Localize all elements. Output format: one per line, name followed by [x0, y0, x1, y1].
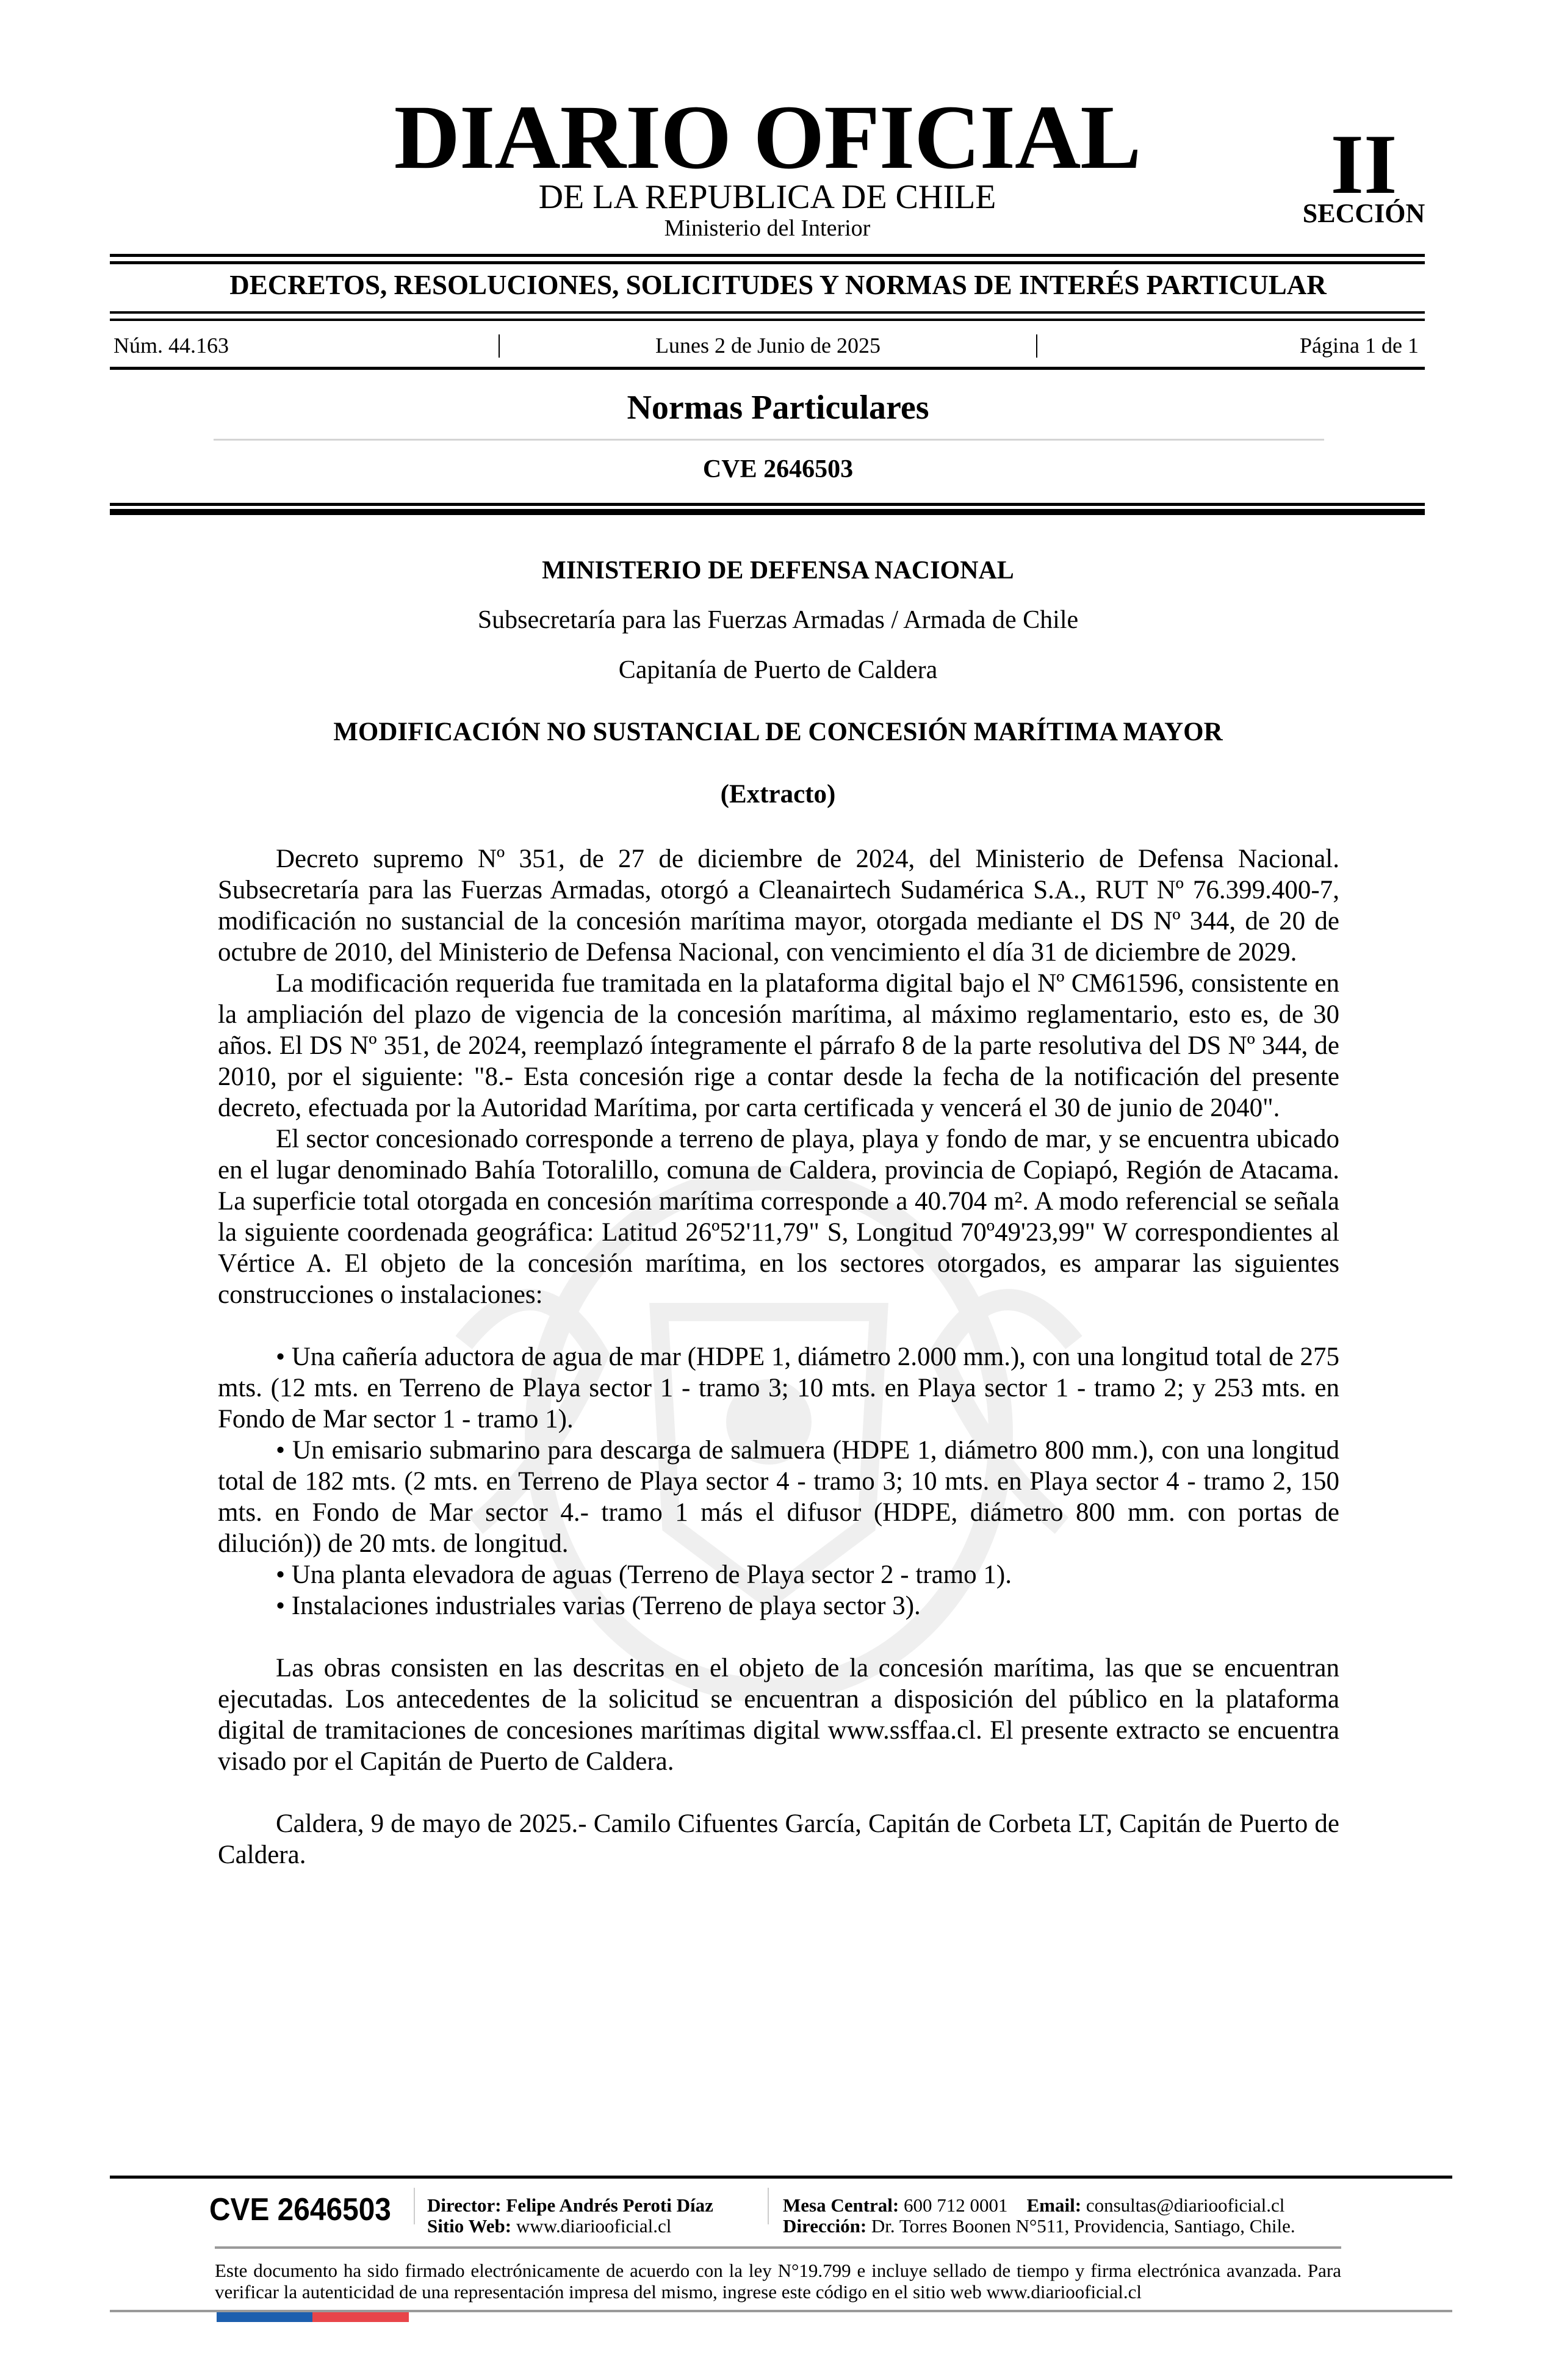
bullet-item: • Un emisario submarino para descarga de salmuera (HDPE 1, diámetro 800 mm.), con una longitud total de 182 mts. (2 mts. en Terreno de Playa sector 4 - tramo 3; 10 mts. en Playa sector 4 - tramo 2, 150 mts. en Fondo de Mar sector 4.- tramo 1 más el difusor (HDPE, diámetro 800 mm. con portas de dilución)) de 20 mts. de longitud. [218, 1436, 1339, 1558]
bullet-item: • Instalaciones industriales varias (Terreno de playa sector 3). [276, 1592, 921, 1620]
document-subtitle: (Extracto) [720, 780, 836, 809]
website-link[interactable]: www.diariooficial.cl [516, 2215, 672, 2237]
website-label: Sitio Web: [427, 2215, 512, 2237]
footer-divider [110, 2176, 1452, 2179]
page-indicator: Página 1 de 1 [1300, 333, 1419, 358]
document-title: MODIFICACIÓN NO SUSTANCIAL DE CONCESIÓN MARÍTIMA MAYOR [333, 718, 1223, 746]
divider [768, 2188, 769, 2224]
director-label: Director: [427, 2194, 502, 2216]
document-ministry: MINISTERIO DE DEFENSA NACIONAL [542, 557, 1014, 585]
flag-stripe-blue [217, 2312, 312, 2322]
signature: Caldera, 9 de mayo de 2025.- Camilo Cifuentes García, Capitán de Corbeta LT, Capitán de Puerto de Caldera. [218, 1809, 1339, 1869]
divider [110, 509, 1425, 515]
phone-label: Mesa Central: [783, 2194, 899, 2216]
paragraph: Decreto supremo Nº 351, de 27 de diciembre de 2024, del Ministerio de Defensa Nacional. Subsecretaría para las Fuerzas Armadas, otorgó a Cleanairtech Sudamérica S.A., RUT Nº 76.399.400-7, modificación no sustancial de la concesión marítima mayor, otorgada mediante el DS Nº 344, de 20 de octubre de 2010, del Ministerio de Defensa Nacional, con vencimiento el día 31 de diciembre de 2029. [218, 845, 1339, 967]
email-link[interactable]: consultas@diariooficial.cl [1086, 2194, 1285, 2216]
divider [214, 439, 1324, 441]
divider [110, 367, 1425, 370]
document-subsecretary: Subsecretaría para las Fuerzas Armadas / Armada de Chile [477, 606, 1079, 634]
divider [110, 503, 1425, 506]
footer-website [427, 2216, 671, 2235]
footer-disclaimer: Este documento ha sido firmado electrónicamente de acuerdo con la ley N°19.799 e incluye sellado de tiempo y firma electrónica avanzada. Para verificar la autenticidad de una representación impresa del mismo, ingrese este código en el sitio web www.diariooficial.cl [215, 2260, 1341, 2302]
footer-address [783, 2216, 1295, 2235]
document-body [218, 843, 1339, 1870]
category-title: Normas Particulares [627, 389, 929, 427]
bullet-item: • Una planta elevadora de aguas (Terreno de Playa sector 2 - tramo 1). [276, 1560, 1012, 1589]
address-label: Dirección: [783, 2215, 867, 2237]
divider [215, 2246, 1341, 2249]
closing-paragraph: Las obras consisten en las descritas en el objeto de la concesión marítima, las que se encuentran ejecutadas. Los antecedentes de la solicitud se encuentran a disposición del público en la plataforma digital de tramitaciones de concesiones marítimas digital www.ssffaa.cl. El presente extracto se encuentra visado por el Capitán de Puerto de Caldera. [218, 1654, 1339, 1776]
divider [414, 2188, 415, 2224]
section-label: SECCIÓN [1302, 198, 1425, 228]
masthead-subtitle: DE LA REPUBLICA DE CHILE [538, 178, 996, 216]
address-text: Dr. Torres Boonen N°511, Providencia, Santiago, Chile. [871, 2215, 1295, 2237]
masthead-title: DIARIO OFICIAL [394, 87, 1141, 188]
bullet-item: • Una cañería aductora de agua de mar (HDPE 1, diámetro 2.000 mm.), con una longitud total de 275 mts. (12 mts. en Terreno de Playa sector 1 - tramo 3; 10 mts. en Playa sector 1 - tramo 2; y 253 mts. en Fondo de Mar sector 1 - tramo 1). [218, 1343, 1339, 1433]
section-number: II [1330, 117, 1397, 212]
flag-stripe-red [312, 2312, 409, 2322]
divider [1036, 334, 1037, 358]
issue-date: Lunes 2 de Junio de 2025 [655, 333, 881, 358]
footer-cve-code: CVE 2646503 [209, 2192, 391, 2227]
document-office: Capitanía de Puerto de Caldera [618, 656, 938, 684]
paragraph: El sector concesionado corresponde a terreno de playa, playa y fondo de mar, y se encuentra ubicado en el lugar denominado Bahía Totoralillo, comuna de Caldera, provincia de Copiapó, Región de Atacama. La superficie total otorgada en concesión marítima corresponde a 40.704 m². A modo referencial se señala la siguiente coordenada geográfica: Latitud 26º52'11,79" S, Longitud 70º49'23,99" W correspondientes al Vértice A. El objeto de la concesión marítima, en los sectores otorgados, es amparar las siguientes construcciones o instalaciones: [218, 1125, 1339, 1309]
email-label: Email: [1026, 2194, 1082, 2216]
paragraph: La modificación requerida fue tramitada en la plataforma digital bajo el Nº CM61596, consistente en la ampliación del plazo de vigencia de la concesión marítima, al máximo reglamentario, esto es, de 30 años. El DS Nº 351, de 2024, reemplazó íntegramente el párrafo 8 de la parte resolutiva del DS Nº 344, de 2010, por el siguiente: "8.- Esta concesión rige a contar desde la fecha de la notificación del presente decreto, efectuada por la Autoridad Marítima, por carta certificada y vencerá el 30 de junio de 2040". [218, 969, 1339, 1122]
phone-number: 600 712 0001 [904, 2194, 1008, 2216]
masthead-ministry: Ministerio del Interior [664, 215, 871, 241]
divider [110, 261, 1425, 264]
footer-director [427, 2196, 713, 2215]
footer-contact [783, 2196, 1284, 2215]
divider [110, 311, 1425, 314]
divider [110, 319, 1425, 321]
director-name: Felipe Andrés Peroti Díaz [506, 2194, 713, 2216]
cve-code: CVE 2646503 [702, 455, 854, 483]
section-banner: DECRETOS, RESOLUCIONES, SOLICITUDES Y NORMAS DE INTERÉS PARTICULAR [229, 270, 1327, 300]
divider [110, 254, 1425, 257]
issue-number: Núm. 44.163 [113, 333, 229, 358]
